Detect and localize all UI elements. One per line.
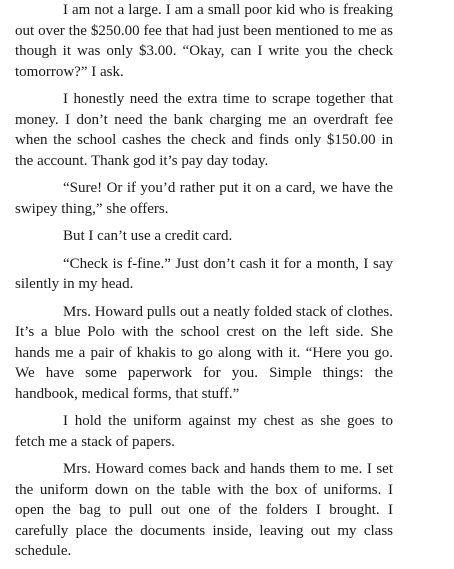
- text-line: out over the $250.00 fee that had just been mentioned to me as: [15, 22, 393, 39]
- text-line: It’s a blue Polo with the school crest on the left side. She: [15, 324, 393, 340]
- paragraph: [15, 254, 393, 295]
- text-line: silently in my head.: [15, 276, 134, 292]
- text-line: Mrs. Howard pulls out a neatly folded stack of clothes.: [63, 303, 393, 320]
- text-line: the account. Thank god it’s pay day today.: [15, 152, 269, 169]
- paragraph: [15, 411, 393, 452]
- text-line: money. I don’t need the bank charging me an overdraft fee: [15, 111, 393, 128]
- text-line: But I can’t use a credit card.: [63, 228, 233, 244]
- paragraph: [15, 0, 393, 82]
- text-line: swipey thing,” she offers.: [15, 200, 169, 217]
- paragraph: [15, 226, 393, 247]
- text-line: I hold the uniform against my chest as she goes to: [63, 413, 393, 429]
- text-line: open the bag to pull out one of the folders I brought. I: [15, 502, 393, 518]
- paragraph: [15, 178, 393, 219]
- text-line: Mrs. Howard comes back and hands them to me. I set: [63, 461, 393, 477]
- text-line: handbook, medical forms, that stuff.”: [15, 385, 240, 402]
- text-line: tomorrow?” I ask.: [15, 63, 124, 80]
- text-line: though it was only $3.00. “Okay, can I write you the check: [15, 43, 393, 59]
- text-line: the uniform down on the table with the box of uniforms. I: [15, 481, 393, 498]
- book-page: [15, 0, 393, 569]
- text-line: I honestly need the extra time to scrape together that: [63, 91, 393, 107]
- text-line: hands me a pair of khakis to go along with it. “Here you go.: [15, 344, 393, 361]
- paragraph: [15, 89, 393, 171]
- text-line: when the school cashes the check and finds only $150.00 in: [15, 132, 393, 148]
- text-line: We have some paperwork for you. Simple things: the: [15, 365, 393, 381]
- text-line: “Sure! Or if you’d rather put it on a card, we have the: [63, 180, 393, 196]
- text-line: I am not a large. I am a small poor kid who is freaking: [63, 2, 393, 18]
- text-line: “Check is f-fine.” Just don’t cash it for a month, I say: [63, 255, 393, 272]
- text-line: fetch me a stack of papers.: [15, 433, 175, 450]
- text-line: carefully place the documents inside, leaving out my class: [15, 522, 393, 539]
- paragraph: [15, 459, 393, 562]
- paragraph: [15, 302, 393, 405]
- text-line: schedule.: [15, 543, 72, 559]
